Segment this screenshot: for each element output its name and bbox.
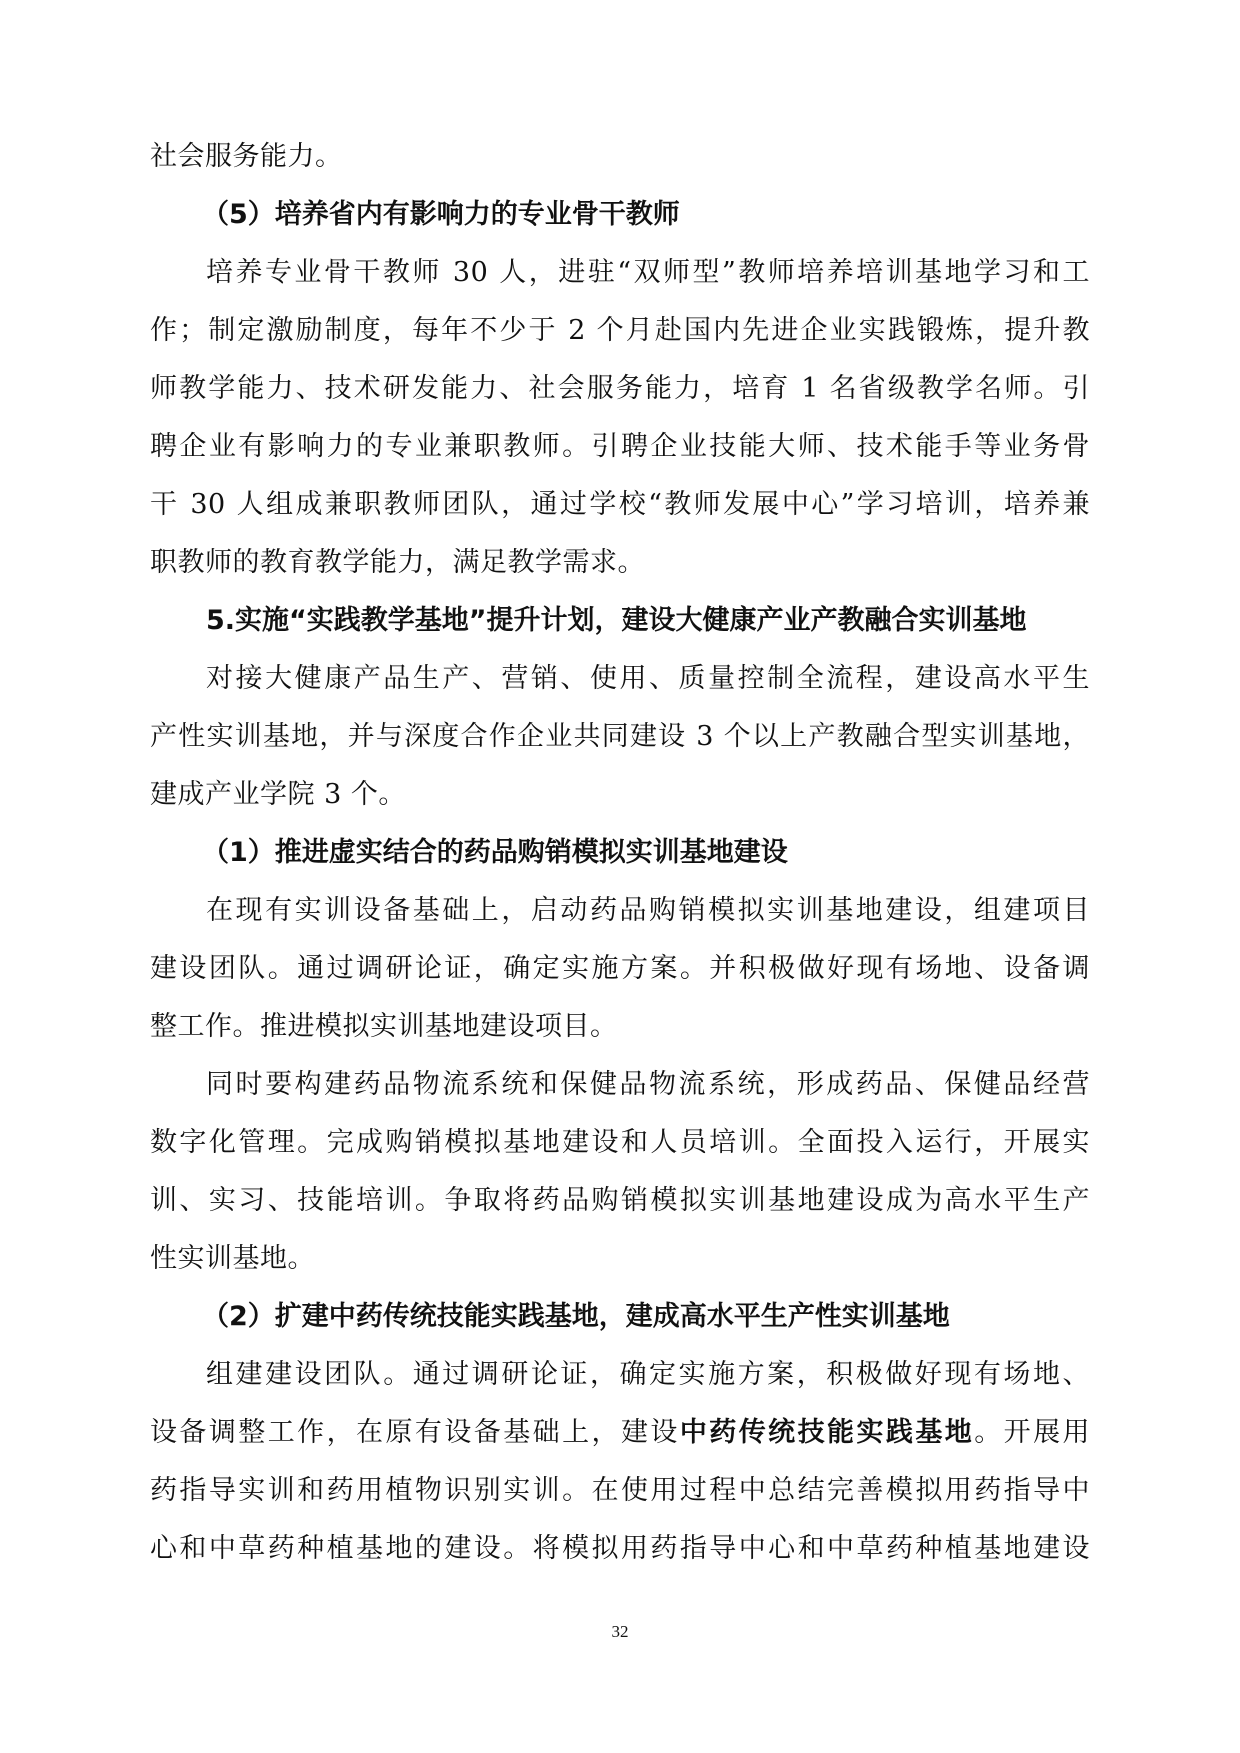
text-line: 对接大健康产品生产、营销、使用、质量控制全流程，建设高水平生: [206, 663, 1090, 694]
text-line: 训、实习、技能培训。争取将药品购销模拟实训基地建设成为高水平生产: [150, 1185, 1090, 1216]
subsection-heading-1: （1）推进虚实结合的药品购销模拟实训基地建设: [202, 837, 788, 868]
text-line: 组建建设团队。通过调研论证，确定实施方案，积极做好现有场地、: [206, 1359, 1090, 1390]
text-line: 培养专业骨干教师 30 人，进驻“双师型”教师培养培训基地学习和工: [206, 257, 1090, 288]
text-line: 在现有实训设备基础上，启动药品购销模拟实训基地建设，组建项目: [206, 895, 1090, 926]
text-line: 产性实训基地，并与深度合作企业共同建设 3 个以上产教融合型实训基地，: [150, 721, 1090, 752]
text-line: 同时要构建药品物流系统和保健品物流系统，形成药品、保健品经营: [206, 1069, 1090, 1100]
text-line: 整工作。推进模拟实训基地建设项目。: [150, 1011, 618, 1042]
subsection-heading-5: （5）培养省内有影响力的专业骨干教师: [202, 199, 680, 230]
text-line: 建成产业学院 3 个。: [150, 779, 406, 810]
subsection-heading-2: （2）扩建中药传统技能实践基地，建成高水平生产性实训基地: [202, 1301, 950, 1332]
text-span: 。开展用: [974, 1417, 1091, 1448]
text-line: 干 30 人组成兼职教师团队，通过学校“教师发展中心”学习培训，培养兼: [150, 489, 1090, 520]
section-heading-5: 5.实施“实践教学基地”提升计划，建设大健康产业产教融合实训基地: [206, 605, 1027, 636]
text-line: 师教学能力、技术研发能力、社会服务能力，培育 1 名省级教学名师。引: [150, 373, 1090, 404]
text-line: 心和中草药种植基地的建设。将模拟用药指导中心和中草药种植基地建设: [150, 1533, 1090, 1564]
text-line: 建设团队。通过调研论证，确定实施方案。并积极做好现有场地、设备调: [150, 953, 1090, 984]
text-line: 聘企业有影响力的专业兼职教师。引聘企业技能大师、技术能手等业务骨: [150, 431, 1090, 462]
bold-term: 中药传统技能实践基地: [679, 1417, 975, 1448]
text-line: 作；制定激励制度，每年不少于 2 个月赴国内先进企业实践锻炼，提升教: [150, 315, 1090, 346]
text-span: 设备调整工作，在原有设备基础上，建设: [150, 1417, 680, 1448]
document-body: [150, 128, 1090, 1578]
text-line: 职教师的教育教学能力，满足教学需求。: [150, 547, 645, 578]
text-line: 社会服务能力。: [150, 141, 343, 172]
text-line: 数字化管理。完成购销模拟基地建设和人员培训。全面投入运行，开展实: [150, 1127, 1090, 1158]
text-line: 性实训基地。: [150, 1243, 315, 1274]
page-number: 32: [611, 1622, 629, 1641]
text-line: 药指导实训和药用植物识别实训。在使用过程中总结完善模拟用药指导中: [150, 1475, 1090, 1506]
text-line-mixed: [150, 1404, 1090, 1462]
